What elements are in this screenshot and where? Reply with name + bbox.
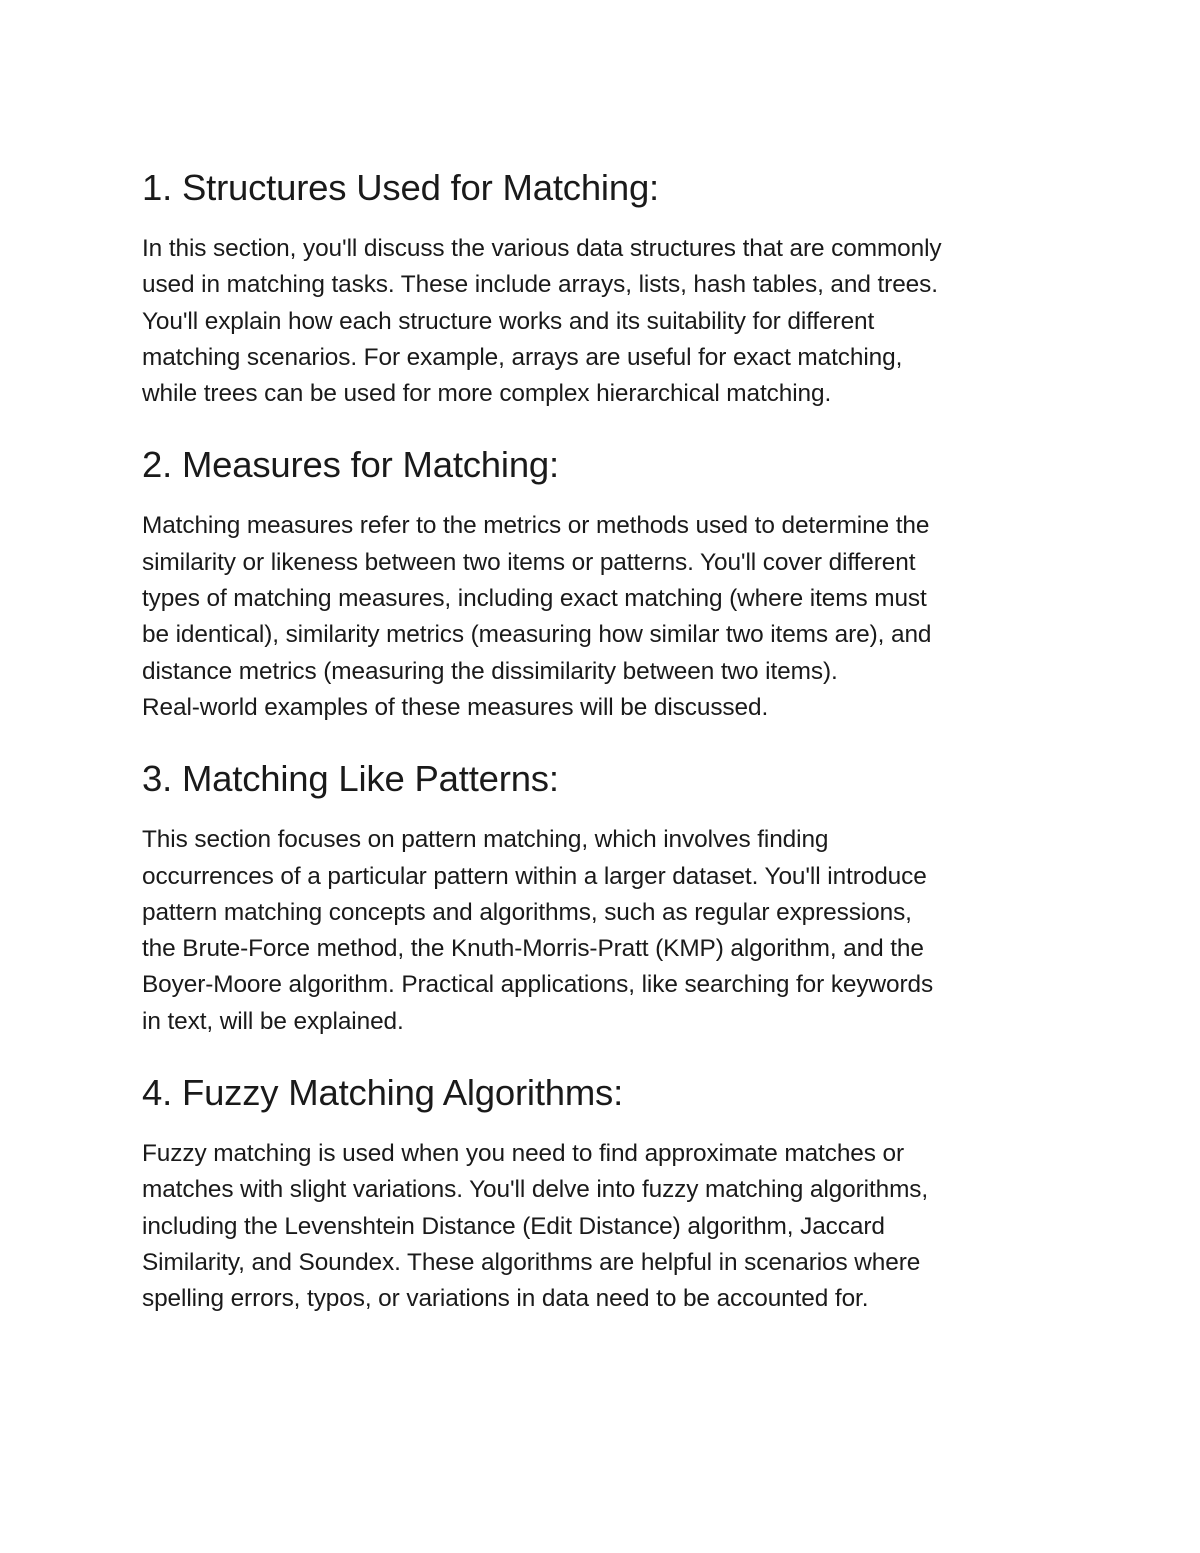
body-line: Boyer-Moore algorithm. Practical applications, like searching for keywords	[142, 971, 934, 999]
body-line: similarity or likeness between two items or patterns. You'll cover different	[142, 548, 916, 576]
body-line: types of matching measures, including exact matching (where items must	[142, 585, 927, 613]
body-line: the Brute-Force method, the Knuth-Morris-Pratt (KMP) algorithm, and the	[142, 935, 924, 963]
section-2	[142, 441, 1062, 726]
body-line: matches with slight variations. You'll delve into fuzzy matching algorithms,	[142, 1176, 929, 1204]
body-line: Fuzzy matching is used when you need to find approximate matches or	[142, 1140, 905, 1168]
body-line: This section focuses on pattern matching, which involves finding	[142, 826, 829, 854]
body-line: pattern matching concepts and algorithms, such as regular expressions,	[142, 898, 912, 926]
section-body	[142, 1136, 1062, 1317]
body-line: used in matching tasks. These include arrays, lists, hash tables, and trees.	[142, 271, 938, 299]
section-1	[142, 164, 1062, 412]
body-line: distance metrics (measuring the dissimilarity between two items).	[142, 657, 838, 685]
document-content	[142, 164, 1062, 1347]
section-heading: 3. Matching Like Patterns:	[142, 758, 559, 800]
body-line: occurrences of a particular pattern within a larger dataset. You'll introduce	[142, 862, 927, 890]
body-line: Matching measures refer to the metrics or methods used to determine the	[142, 512, 930, 540]
body-line: matching scenarios. For example, arrays are useful for exact matching,	[142, 343, 903, 371]
section-heading: 2. Measures for Matching:	[142, 444, 559, 486]
body-line: In this section, you'll discuss the various data structures that are commonly	[142, 235, 942, 262]
body-line: including the Levenshtein Distance (Edit Distance) algorithm, Jaccard	[142, 1212, 885, 1240]
section-body	[142, 231, 1062, 412]
section-4	[142, 1069, 1062, 1317]
body-line: be identical), similarity metrics (measuring how similar two items are), and	[142, 621, 932, 649]
body-line: in text, will be explained.	[142, 1007, 404, 1035]
section-body	[142, 508, 1062, 726]
body-line: You'll explain how each structure works and its suitability for different	[142, 307, 875, 335]
section-body	[142, 822, 1062, 1040]
section-heading: 4. Fuzzy Matching Algorithms:	[142, 1072, 624, 1114]
section-heading: 1. Structures Used for Matching:	[142, 167, 659, 208]
body-line: while trees can be used for more complex hierarchical matching.	[142, 380, 832, 408]
body-line: Similarity, and Soundex. These algorithms are helpful in scenarios where	[142, 1248, 921, 1276]
section-3	[142, 755, 1062, 1040]
body-line: spelling errors, typos, or variations in data need to be accounted for.	[142, 1285, 869, 1313]
body-line: Real-world examples of these measures will be discussed.	[142, 693, 769, 721]
